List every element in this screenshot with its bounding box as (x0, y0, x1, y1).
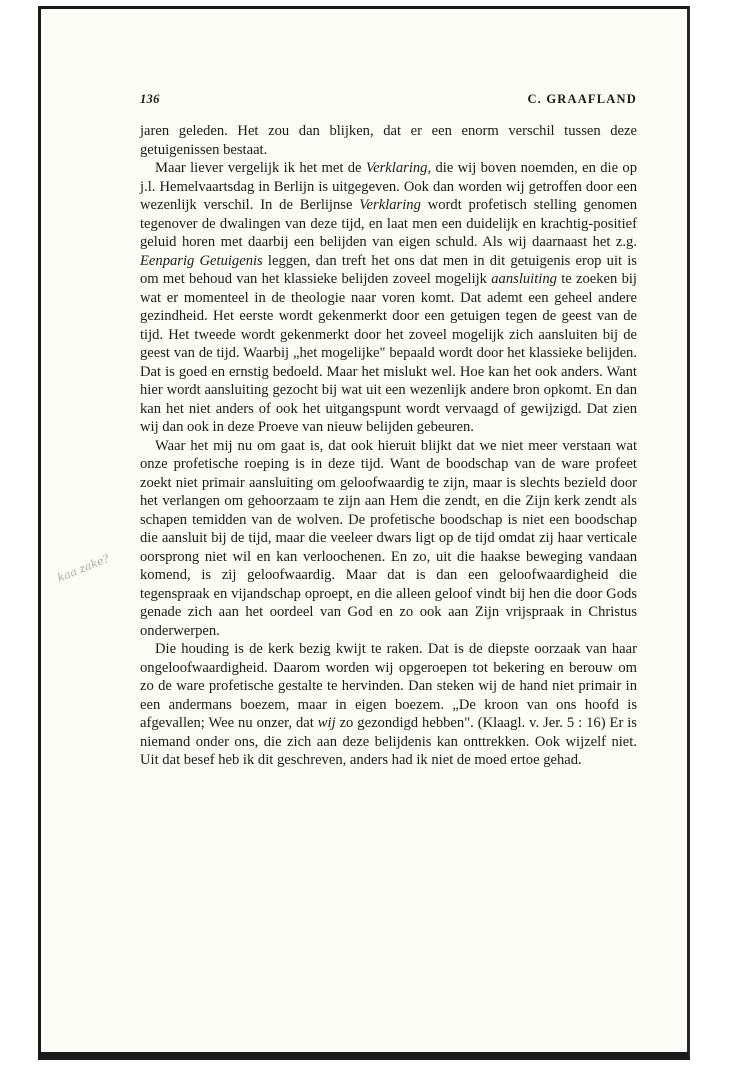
running-head: C. GRAAFLAND (527, 92, 637, 106)
handwritten-margin-note: kaa zake? (55, 551, 112, 585)
text-run: zo gezondigd hebben". (Klaagl. v. Jer. 5 : 16) Er is niemand onder ons, die zich aan deze belijdenis kan onttrekken. Ook wijzelf niet. Uit dat besef heb ik dit geschreven, anders had ik niet de moed ertoe gehad. (140, 715, 637, 768)
paragraph-p4 (140, 640, 637, 770)
body-text (140, 122, 637, 770)
italic-text: aansluiting (491, 271, 557, 287)
italic-text: Eenparig Getuigenis (140, 252, 263, 269)
text-run: Waar het mij nu om gaat is, dat ook hieruit blijkt dat we niet meer verstaan wat onze profetische roeping is in deze tijd. Want de boodschap van de ware profeet zoekt niet primair aansluiting om geloofwaardig te zijn, maar is slechts bezield door het verlangen om gehoorzaam te zijn aan Hem die zendt, en die Zijn kerk zendt als schapen temidden van de wolven. De profetische boodschap is niet een boodschap die aansluit bij de tijd, maar die veeleer dwars ligt op de tijd omdat zij haar verticale oorsprong niet wil en kan verloochenen. En zo, uit die haakse beweging vandaan komend, is zij geloofwaardig. Maar dat is dan een geloofwaardigheid die tegenspraak en vijandschap oproept, en die alleen geloof vindt bij hen die door Gods genade zich aan het oordeel van God en zo ook aan Zijn vrijspraak in Christus onderwerpen. (140, 437, 637, 639)
text-run: leggen, dan treft het ons dat men in dit getuigenis erop uit is om met behoud van het klassieke belijden zoveel mogelijk (140, 252, 637, 287)
paragraph-p2 (140, 159, 637, 437)
page-header (140, 92, 637, 110)
paragraph-p3 (140, 437, 637, 641)
page-number: 136 (140, 92, 160, 106)
text-run: te zoeken bij wat er momenteel in de theologie naar voren komt. Dat ademt een geheel andere gezindheid. Het eerste wordt gekenmerkt door een getuigen tegen de geest van de tijd. Het tweede wordt gekenmerkt door het zoveel mogelijk zich aansluiten bij de geest van de tijd. Waarbij „het mogelijke" bepaald wordt door het klassieke belijden. Dat is goed en ernstig bedoeld. Maar het mislukt wel. Hoe kan het ook anders. Want hier wordt aansluiting gezocht bij wat uit een wezenlijk andere bron opkomt. En dan kan het niet anders of ook het uitgangspunt wordt vervaagd of gewijzigd. Dat zien wij dan ook in deze Proeve van nieuw belijden gebeuren. (140, 271, 637, 435)
italic-text: Verklaring (359, 197, 421, 213)
text-run: Die houding is de kerk bezig kwijt te raken. Dat is de diepste oorzaak van haar ongeloofwaardigheid. Daarom worden wij opgeroepen tot bekering en berouw om zo de ware profetische gestalte te hervinden. Dan steken wij de hand niet primair in een andermans boezem, maar in eigen boezem. „De kroon van ons hoofd is afgevallen; Wee nu onzer, dat (140, 641, 637, 731)
paragraph-p1 (140, 122, 637, 159)
italic-text: wij (317, 715, 336, 731)
italic-text: Verklaring, (365, 160, 432, 176)
text-run: jaren geleden. Het zou dan blijken, dat er een enorm verschil tussen deze getuigenissen bestaat. (140, 123, 637, 158)
text-run: Maar liever vergelijk ik het met de (155, 160, 366, 176)
text-run: wordt profetisch stelling genomen tegenover de dwalingen van deze tijd, en laat men een duidelijk en krachtig-positief geluid horen met daarbij een belijden van eigen schuld. Als wij daarnaast het z.g. (140, 197, 638, 250)
text-run: die wij boven noemden, en die op j.l. Hemelvaartsdag in Berlijn is uitgegeven. Ook dan worden wij getroffen door een wezenlijk verschil. In de Berlijnse (140, 160, 637, 213)
